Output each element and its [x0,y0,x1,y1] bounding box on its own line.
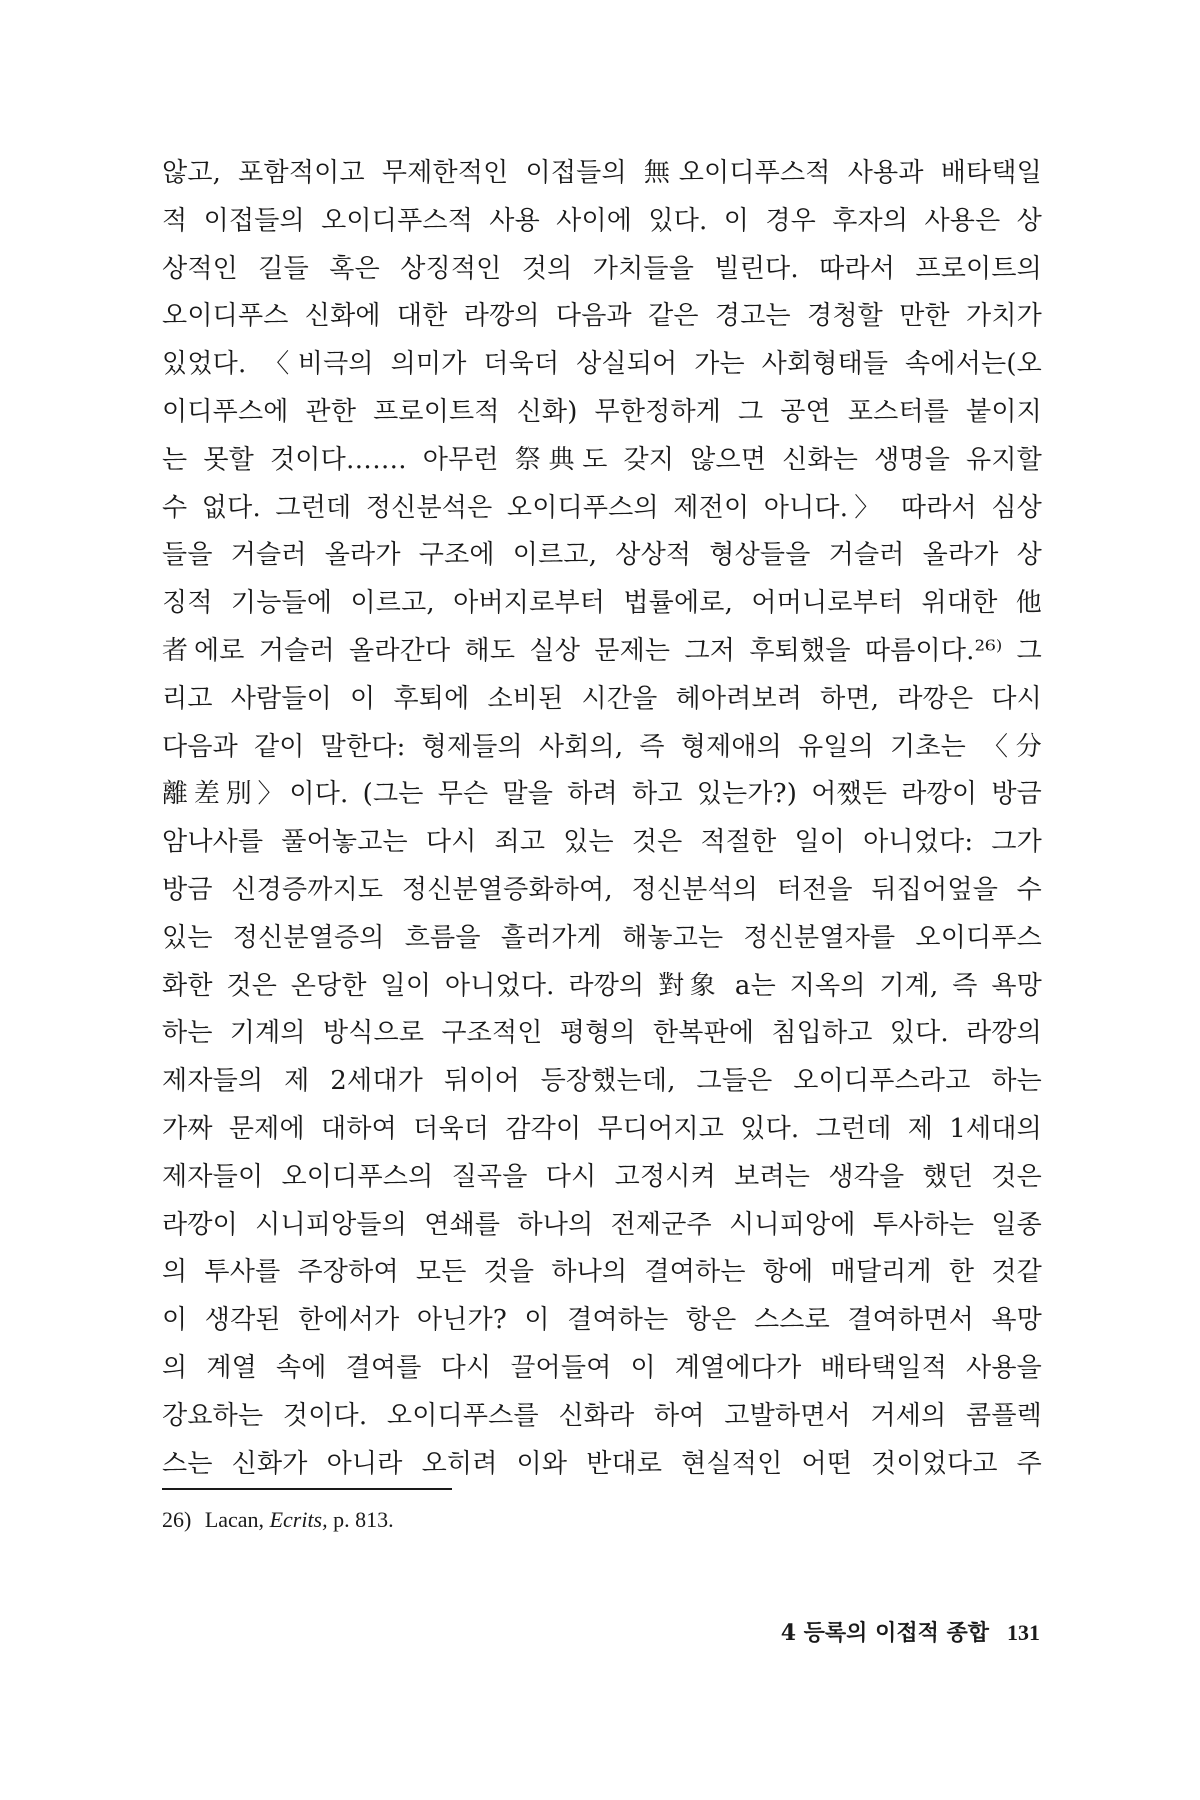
text-line: 리고 사람들이 이 후퇴에 소비된 시간을 헤아려보려 하면, 라깡은 다시 [162,683,1042,714]
running-footer [781,1618,1040,1648]
text-line: 離差別〉이다. (그는 무슨 말을 하려 하고 있는가?) 어쨌든 라깡이 방금 [162,779,1042,810]
text-line: 화한 것은 온당한 일이 아니었다. 라깡의 對象 a는 지옥의 기계, 즉 욕망 [162,970,1042,1001]
text-line: 는 못할 것이다……. 아무런 祭典도 갖지 않으면 신화는 생명을 유지할 [162,444,1042,475]
text-line: 라깡이 시니피앙들의 연쇄를 하나의 전제군주 시니피앙에 투사하는 일종 [162,1209,1042,1240]
text-line: 암나사를 풀어놓고는 다시 죄고 있는 것은 적절한 일이 아니었다: 그가 [162,827,1042,858]
text-line: 징적 기능들에 이르고, 아버지로부터 법률에로, 어머니로부터 위대한 他 [162,588,1042,619]
footnote [162,1505,394,1535]
text-line: 다음과 같이 말한다: 형제들의 사회의, 즉 형제애의 유일의 기초는 〈分 [162,731,1042,762]
text-line: 가짜 문제에 대하여 더욱더 감각이 무디어지고 있다. 그런데 제 1세대의 [162,1113,1042,1144]
text-line: 방금 신경증까지도 정신분열증화하여, 정신분석의 터전을 뒤집어엎을 수 [162,874,1042,905]
page-number: 131 [1007,1620,1040,1645]
text-line: 者에로 거슬러 올라간다 해도 실상 문제는 그저 후퇴했을 따름이다.²⁶⁾ 그 [162,635,1042,666]
text-line: 있는 정신분열증의 흐름을 흘러가게 해놓고는 정신분열자를 오이디푸스 [162,922,1042,953]
text-line: 이디푸스에 관한 프로이트적 신화) 무한정하게 그 공연 포스터를 붙이지 [162,396,1042,427]
text-line: 오이디푸스 신화에 대한 라깡의 다음과 같은 경고는 경청할 만한 가치가 [162,301,1042,332]
footnote-pages: p. 813. [333,1507,394,1532]
chapter-label: 4 등록의 이접적 종합 [780,1620,989,1646]
text-line: 제자들의 제 2세대가 뒤이어 등장했는데, 그들은 오이디푸스라고 하는 [162,1066,1042,1097]
text-line: 들을 거슬러 올라가 구조에 이르고, 상상적 형상들을 거슬러 올라가 상 [162,540,1042,571]
text-line: 하는 기계의 방식으로 구조적인 평형의 한복판에 침입하고 있다. 라깡의 [162,1018,1042,1049]
text-line: 의 투사를 주장하여 모든 것을 하나의 결여하는 항에 매달리게 한 것같 [162,1257,1042,1288]
text-line: 제자들이 오이디푸스의 질곡을 다시 고정시켜 보려는 생각을 했던 것은 [162,1161,1042,1192]
text-line: 상적인 길들 혹은 상징적인 것의 가치들을 빌린다. 따라서 프로이트의 [162,253,1042,284]
text-line: 의 계열 속에 결여를 다시 끌어들여 이 계열에다가 배타택일적 사용을 [162,1352,1042,1383]
text-line: 이 생각된 한에서가 아닌가? 이 결여하는 항은 스스로 결여하면서 욕망 [162,1305,1042,1336]
text-line: 있었다. 〈비극의 의미가 더욱더 상실되어 가는 사회형태들 속에서는(오 [162,349,1042,380]
text-line: 강요하는 것이다. 오이디푸스를 신화라 하여 고발하면서 거세의 콤플렉 [162,1400,1042,1431]
body-text [162,150,1042,1488]
text-line: 않고, 포함적이고 무제한적인 이접들의 無오이디푸스적 사용과 배타택일 [162,158,1042,188]
footnote-number: 26) [162,1507,192,1532]
footnote-divider [162,1488,452,1490]
footnote-author: Lacan, [204,1507,265,1532]
text-line: 수 없다. 그런데 정신분석은 오이디푸스의 제전이 아니다.〉 따라서 심상 [162,492,1042,523]
text-line: 스는 신화가 아니라 오히려 이와 반대로 현실적인 어떤 것이었다고 주 [162,1448,1042,1479]
footnote-title: Ecrits, [269,1507,328,1532]
text-line: 적 이접들의 오이디푸스적 사용 사이에 있다. 이 경우 후자의 사용은 상 [162,205,1042,236]
